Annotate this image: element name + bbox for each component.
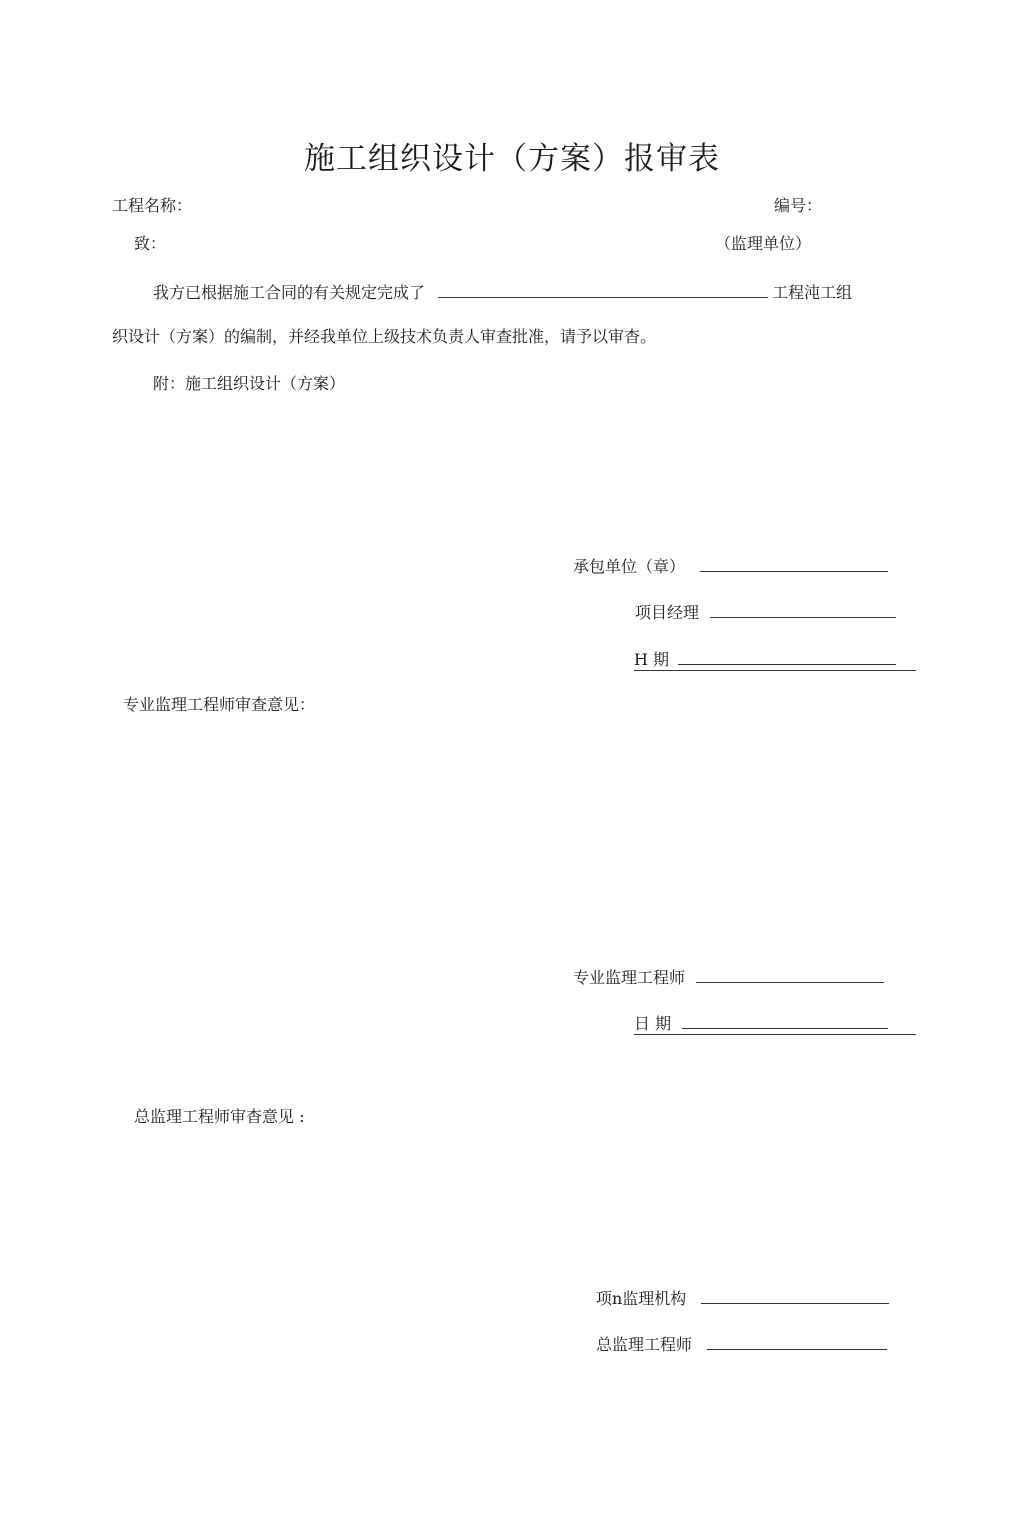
supervision-org-row: [596, 1288, 889, 1309]
contractor-date-label: H 期: [634, 650, 670, 669]
engineer-signer-row: [573, 967, 884, 988]
to-label: 致：: [134, 234, 167, 253]
form-title: 施工组织设计（方案）报审表: [304, 141, 720, 177]
body-line-1-prefix: 我方已根据施工合同的有关规定完成了: [153, 283, 426, 302]
completed-project-blank[interactable]: [438, 282, 768, 298]
contractor-unit-label: 承包单位（章）: [573, 557, 686, 576]
contractor-date-blank[interactable]: [678, 649, 896, 665]
engineer-signer-label: 专业监理工程师: [573, 968, 686, 987]
chief-engineer-blank[interactable]: [707, 1334, 887, 1350]
chief-review-heading: 总监理工程师审杳意见 :: [134, 1107, 305, 1126]
chief-engineer-label: 总监理工程师: [596, 1335, 693, 1354]
engineer-signer-blank[interactable]: [696, 967, 884, 983]
contractor-unit-blank[interactable]: [700, 556, 888, 572]
contractor-date-row: [634, 649, 916, 671]
body-line-1: [153, 282, 852, 303]
project-name-label: 工程名称：: [112, 196, 193, 215]
supervision-org-blank[interactable]: [701, 1288, 889, 1304]
project-manager-label: 项目经理: [635, 603, 700, 622]
attachment-line: 附：施工组织设计（方案）: [153, 374, 346, 393]
project-manager-row: [635, 602, 896, 623]
engineer-date-row: [634, 1013, 916, 1035]
body-line-1-suffix: 工程沌工组: [772, 283, 853, 302]
contractor-unit-row: [573, 556, 888, 577]
engineer-date-blank[interactable]: [682, 1013, 888, 1029]
body-line-2: 织设计（方案）的编制，并经我单位上级技术负责人审查批准，请予以审杳。: [112, 327, 657, 346]
project-manager-blank[interactable]: [710, 602, 896, 618]
engineer-date-label: 日 期: [634, 1014, 672, 1033]
chief-engineer-row: [596, 1334, 887, 1355]
engineer-review-heading: 专业监理工程师审查意见：: [123, 695, 316, 714]
supervisor-unit-label: （监理单位）: [715, 234, 812, 253]
supervision-org-label: 项n监理机构: [596, 1289, 687, 1308]
number-label: 编号：: [774, 196, 823, 215]
